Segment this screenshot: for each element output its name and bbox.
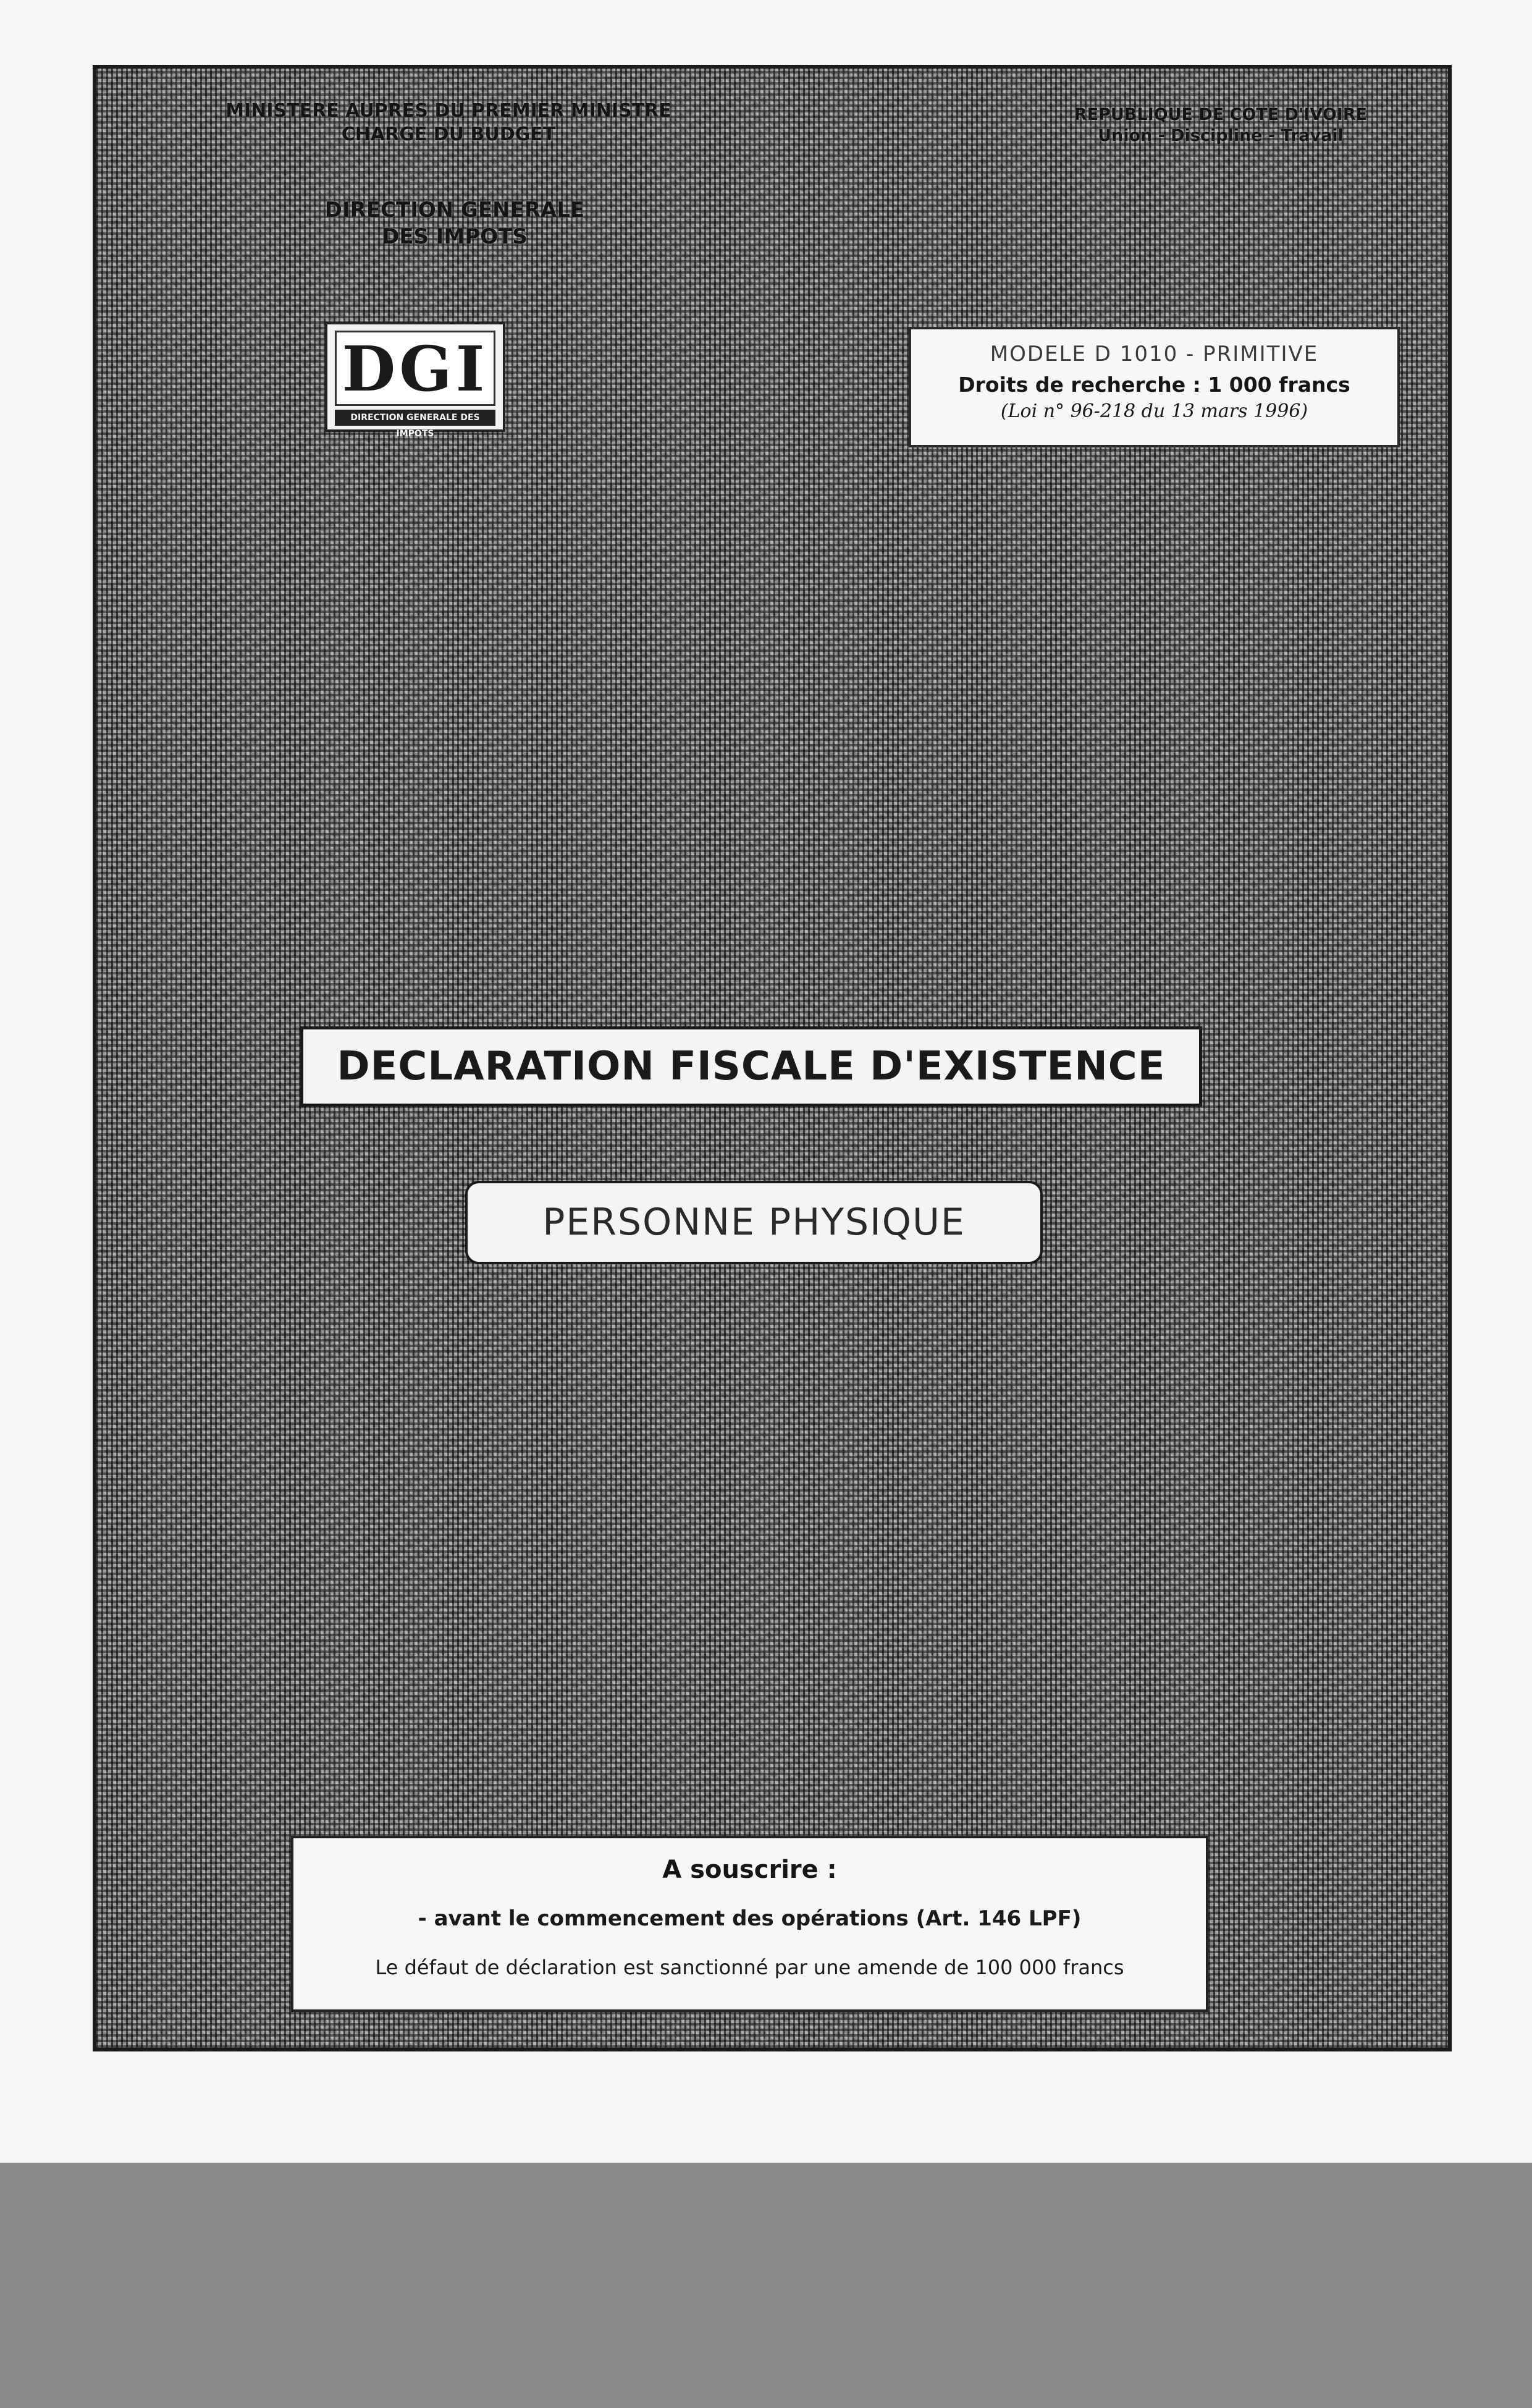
scanner-bottom-band [0,2163,1532,2408]
dgi-logo-caption: DIRECTION GENERALE DES IMPOTS [335,410,495,426]
model-number: MODELE D 1010 - PRIMITIVE [990,342,1319,366]
model-info-box [909,327,1400,447]
document-title: DECLARATION FISCALE D'EXISTENCE [337,1044,1166,1089]
ministry-line-2: CHARGE DU BUDGET [341,123,556,145]
law-reference: (Loi n° 96-218 du 13 mars 1996) [1000,400,1308,422]
filing-condition: - avant le commencement des opérations (Art. 146 LPF) [418,1906,1082,1931]
directorate-line-2: DES IMPOTS [382,224,528,249]
document-title-box [300,1026,1202,1107]
research-fee: Droits de recherche : 1 000 francs [958,373,1350,397]
directorate-line-1: DIRECTION GENERALE [324,198,585,222]
penalty-notice: Le défaut de déclaration est sanctionné par une amende de 100 000 francs [375,1956,1124,1979]
dgi-logo [325,322,505,439]
document-subtitle: PERSONNE PHYSIQUE [542,1201,966,1244]
document-subtitle-box [465,1181,1043,1264]
directorate-header [238,197,671,250]
ministry-header [170,99,726,146]
republic-motto: Union - Discipline - Travail [1098,125,1344,145]
dgi-logo-letters: DGI [342,332,489,405]
cover-frame [93,65,1452,2051]
republic-name: REPUBLIQUE DE COTE D'IVOIRE [1074,105,1368,124]
filing-notice-heading: A souscrire : [662,1856,837,1884]
filing-notice-box [291,1836,1208,2012]
republic-header [1004,104,1437,146]
dgi-logo-mark [335,331,495,406]
ministry-line-1: MINISTERE AUPRES DU PREMIER MINISTRE [225,100,671,122]
